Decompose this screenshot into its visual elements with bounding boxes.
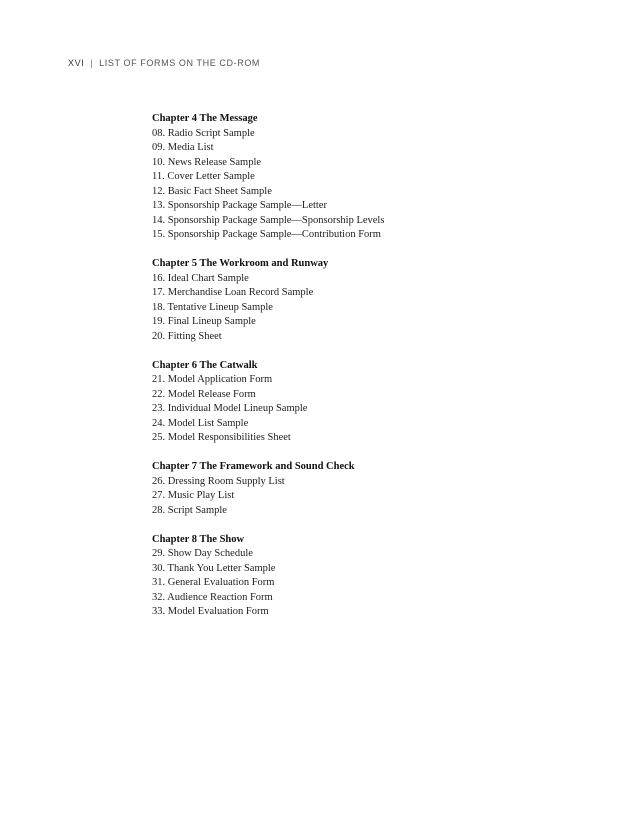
form-list-item: 21. Model Application Form — [152, 374, 273, 385]
forms-list — [152, 112, 592, 634]
chapter-section — [152, 257, 592, 344]
chapter-title: Chapter 7 The Framework and Sound Check — [152, 461, 355, 472]
form-list-item: 15. Sponsorship Package Sample—Contribution Form — [152, 229, 381, 240]
form-list-item: 29. Show Day Schedule — [152, 548, 253, 559]
chapter-title: Chapter 6 The Catwalk — [152, 359, 258, 371]
form-list-item: 19. Final Lineup Sample — [152, 316, 256, 327]
form-list-item: 10. News Release Sample — [152, 156, 262, 168]
form-list-item: 08. Radio Script Sample — [152, 127, 255, 139]
form-list-item: 33. Model Evaluation Form — [152, 606, 269, 617]
form-list-item: 14. Sponsorship Package Sample—Sponsorship Levels — [152, 214, 385, 226]
form-list-item: 20. Fitting Sheet — [152, 330, 222, 342]
form-list-item: 22. Model Release Form — [152, 388, 256, 400]
form-list-item: 18. Tentative Lineup Sample — [152, 301, 273, 313]
chapter-section — [152, 112, 592, 243]
form-list-item: 11. Cover Letter Sample — [152, 171, 255, 182]
chapter-section — [152, 533, 592, 620]
form-list-item: 28. Script Sample — [152, 504, 227, 516]
chapter-title: Chapter 8 The Show — [152, 533, 245, 545]
form-list-item: 23. Individual Model Lineup Sample — [152, 403, 308, 414]
form-list-item: 25. Model Responsibilities Sheet — [152, 432, 291, 443]
chapter-title: Chapter 5 The Workroom and Runway — [152, 258, 329, 269]
form-list-item: 16. Ideal Chart Sample — [152, 272, 249, 284]
form-list-item: 31. General Evaluation Form — [152, 577, 275, 588]
page-number: XVI — [68, 58, 85, 68]
form-list-item: 24. Model List Sample — [152, 417, 249, 429]
chapter-section — [152, 460, 592, 518]
running-title: LIST OF FORMS ON THE CD-ROM — [99, 58, 261, 68]
form-list-item: 12. Basic Fact Sheet Sample — [152, 185, 272, 197]
form-list-item: 26. Dressing Room Supply List — [152, 475, 285, 487]
chapter-title: Chapter 4 The Message — [152, 113, 258, 124]
form-list-item: 13. Sponsorship Package Sample—Letter — [152, 200, 327, 211]
header-separator: | — [90, 58, 94, 68]
chapter-section — [152, 359, 592, 446]
form-list-item: 09. Media List — [152, 142, 214, 153]
form-list-item: 32. Audience Reaction Form — [152, 591, 273, 603]
form-list-item: 17. Merchandise Loan Record Sample — [152, 287, 314, 298]
form-list-item: 30. Thank You Letter Sample — [152, 562, 276, 574]
running-header — [68, 58, 260, 68]
form-list-item: 27. Music Play List — [152, 490, 235, 501]
